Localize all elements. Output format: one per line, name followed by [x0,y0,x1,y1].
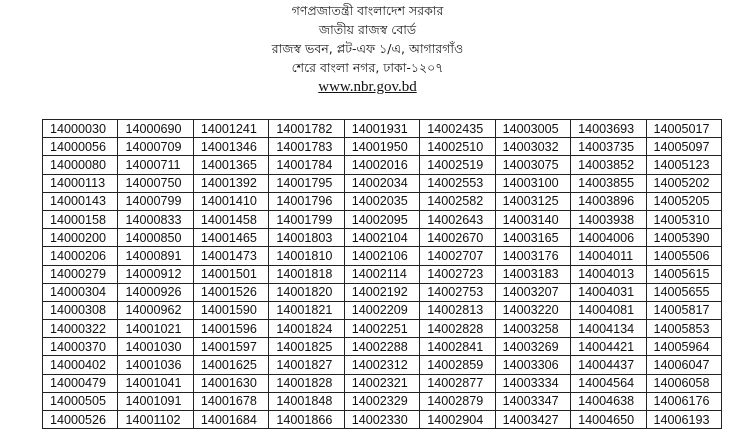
table-cell: 14001782 [269,120,344,138]
table-cell: 14000322 [43,320,118,338]
table-cell: 14005123 [646,156,722,174]
table-cell: 14005202 [646,174,722,192]
website-link[interactable]: www.nbr.gov.bd [318,79,417,95]
table-cell: 14001950 [344,138,419,156]
table-cell: 14001684 [193,411,268,429]
table-row [43,229,722,247]
number-table [42,119,722,429]
table-cell: 14002288 [344,338,419,356]
table-cell: 14000279 [43,265,118,283]
table-cell: 14002104 [344,229,419,247]
table-cell: 14005097 [646,138,722,156]
table-cell: 14005310 [646,210,722,228]
table-cell: 14001501 [193,265,268,283]
table-cell: 14000056 [43,138,118,156]
table-cell: 14002877 [420,374,495,392]
table-cell: 14003075 [495,156,570,174]
table-cell: 14003140 [495,210,570,228]
table-row [43,192,722,210]
table-cell: 14005817 [646,301,722,319]
table-cell: 14001365 [193,156,268,174]
table-cell: 14003347 [495,392,570,410]
table-cell: 14000750 [118,174,193,192]
table-cell: 14001597 [193,338,268,356]
table-row [43,283,722,301]
table-cell: 14003176 [495,247,570,265]
city-address: শেরে বাংলা নগর, ঢাকা-১২০৭ [291,60,444,75]
table-cell: 14002312 [344,356,419,374]
table-cell: 14000113 [43,174,118,192]
table-cell: 14002813 [420,301,495,319]
table-row [43,174,722,192]
table-row [43,411,722,429]
table-cell: 14002329 [344,392,419,410]
table-cell: 14004437 [571,356,646,374]
table-cell: 14000711 [118,156,193,174]
table-cell: 14001021 [118,320,193,338]
table-cell: 14003306 [495,356,570,374]
table-cell: 14004031 [571,283,646,301]
table-cell: 14003125 [495,192,570,210]
table-cell: 14002095 [344,210,419,228]
table-cell: 14002643 [420,210,495,228]
table-cell: 14002841 [420,338,495,356]
table-cell: 14003183 [495,265,570,283]
table-cell: 14000850 [118,229,193,247]
table-cell: 14002114 [344,265,419,283]
table-cell: 14002435 [420,120,495,138]
table-row [43,120,722,138]
table-cell: 14002904 [420,411,495,429]
government-name: গণপ্রজাতন্ত্রী বাংলাদেশ সরকার [291,3,444,18]
table-cell: 14004081 [571,301,646,319]
table-cell: 14002251 [344,320,419,338]
table-cell: 14000479 [43,374,118,392]
table-cell: 14000200 [43,229,118,247]
table-cell: 14003100 [495,174,570,192]
table-cell: 14003165 [495,229,570,247]
table-cell: 14000030 [43,120,118,138]
table-cell: 14000526 [43,411,118,429]
table-cell: 14002035 [344,192,419,210]
table-row [43,265,722,283]
table-cell: 14001030 [118,338,193,356]
table-cell: 14001678 [193,392,268,410]
table-cell: 14001931 [344,120,419,138]
table-row [43,356,722,374]
table-cell: 14003269 [495,338,570,356]
table-cell: 14000206 [43,247,118,265]
table-cell: 14005655 [646,283,722,301]
table-cell: 14001803 [269,229,344,247]
table-cell: 14000833 [118,210,193,228]
table-cell: 14001820 [269,283,344,301]
table-row [43,338,722,356]
table-cell: 14001824 [269,320,344,338]
table-cell: 14003032 [495,138,570,156]
table-cell: 14000080 [43,156,118,174]
table-cell: 14001848 [269,392,344,410]
table-cell: 14001036 [118,356,193,374]
table-cell: 14001410 [193,192,268,210]
table-cell: 14002106 [344,247,419,265]
table-cell: 14000962 [118,301,193,319]
table-cell: 14005506 [646,247,722,265]
table-row [43,138,722,156]
table-cell: 14001473 [193,247,268,265]
table-cell: 14001346 [193,138,268,156]
table-cell: 14000912 [118,265,193,283]
table-cell: 14001783 [269,138,344,156]
table-cell: 14005964 [646,338,722,356]
table-cell: 14003938 [571,210,646,228]
office-address: রাজস্ব ভবন, প্লট-এফ ১/এ, আগারগাঁও [271,41,464,56]
table-cell: 14000926 [118,283,193,301]
table-cell: 14000799 [118,192,193,210]
table-cell: 14002510 [420,138,495,156]
table-row [43,247,722,265]
table-cell: 14001799 [269,210,344,228]
table-cell: 14004011 [571,247,646,265]
table-cell: 14001630 [193,374,268,392]
table-cell: 14002192 [344,283,419,301]
table-cell: 14005017 [646,120,722,138]
table-cell: 14006047 [646,356,722,374]
table-cell: 14000158 [43,210,118,228]
table-cell: 14003220 [495,301,570,319]
table-cell: 14002034 [344,174,419,192]
table-cell: 14002753 [420,283,495,301]
table-row [43,301,722,319]
table-cell: 14000505 [43,392,118,410]
table-cell: 14000402 [43,356,118,374]
table-cell: 14001818 [269,265,344,283]
table-cell: 14001102 [118,411,193,429]
table-cell: 14000891 [118,247,193,265]
table-cell: 14000709 [118,138,193,156]
table-cell: 14004006 [571,229,646,247]
table-body [43,120,722,429]
table-row [43,156,722,174]
table-cell: 14002582 [420,192,495,210]
table-cell: 14003334 [495,374,570,392]
table-cell: 14001810 [269,247,344,265]
table-cell: 14002879 [420,392,495,410]
table-cell: 14001465 [193,229,268,247]
table-cell: 14005390 [646,229,722,247]
table-cell: 14003207 [495,283,570,301]
table-cell: 14002209 [344,301,419,319]
table-cell: 14001821 [269,301,344,319]
table-cell: 14001796 [269,192,344,210]
table-cell: 14004564 [571,374,646,392]
table-row [43,392,722,410]
table-cell: 14001784 [269,156,344,174]
table-cell: 14006193 [646,411,722,429]
table-cell: 14001828 [269,374,344,392]
table-cell: 14005615 [646,265,722,283]
table-cell: 14003852 [571,156,646,174]
table-cell: 14002723 [420,265,495,283]
table-cell: 14001241 [193,120,268,138]
table-cell: 14001825 [269,338,344,356]
table-cell: 14000308 [43,301,118,319]
table-cell: 14003005 [495,120,570,138]
table-cell: 14000304 [43,283,118,301]
table-row [43,320,722,338]
table-cell: 14004134 [571,320,646,338]
table-cell: 14001392 [193,174,268,192]
table-cell: 14003855 [571,174,646,192]
table-cell: 14004421 [571,338,646,356]
table-cell: 14003427 [495,411,570,429]
table-cell: 14002859 [420,356,495,374]
table-cell: 14003693 [571,120,646,138]
table-row [43,374,722,392]
letterhead [0,0,735,97]
table-cell: 14002707 [420,247,495,265]
table-cell: 14000690 [118,120,193,138]
table-cell: 14001795 [269,174,344,192]
table-cell: 14000370 [43,338,118,356]
table-cell: 14001590 [193,301,268,319]
table-cell: 14004638 [571,392,646,410]
table-cell: 14001091 [118,392,193,410]
table-cell: 14002828 [420,320,495,338]
table-cell: 14002330 [344,411,419,429]
table-cell: 14001866 [269,411,344,429]
table-cell: 14002016 [344,156,419,174]
table-cell: 14003735 [571,138,646,156]
table-cell: 14004013 [571,265,646,283]
table-cell: 14001625 [193,356,268,374]
table-cell: 14001596 [193,320,268,338]
table-cell: 14005853 [646,320,722,338]
table-cell: 14001526 [193,283,268,301]
table-cell: 14001041 [118,374,193,392]
table-cell: 14002553 [420,174,495,192]
table-cell: 14003258 [495,320,570,338]
table-cell: 14001458 [193,210,268,228]
table-cell: 14002321 [344,374,419,392]
table-cell: 14001827 [269,356,344,374]
table-cell: 14003896 [571,192,646,210]
board-name: জাতীয় রাজস্ব বোর্ড [318,22,417,37]
table-cell: 14000143 [43,192,118,210]
table-cell: 14006058 [646,374,722,392]
table-cell: 14002519 [420,156,495,174]
table-cell: 14004650 [571,411,646,429]
table-cell: 14005205 [646,192,722,210]
table-row [43,210,722,228]
table-cell: 14006176 [646,392,722,410]
table-cell: 14002670 [420,229,495,247]
